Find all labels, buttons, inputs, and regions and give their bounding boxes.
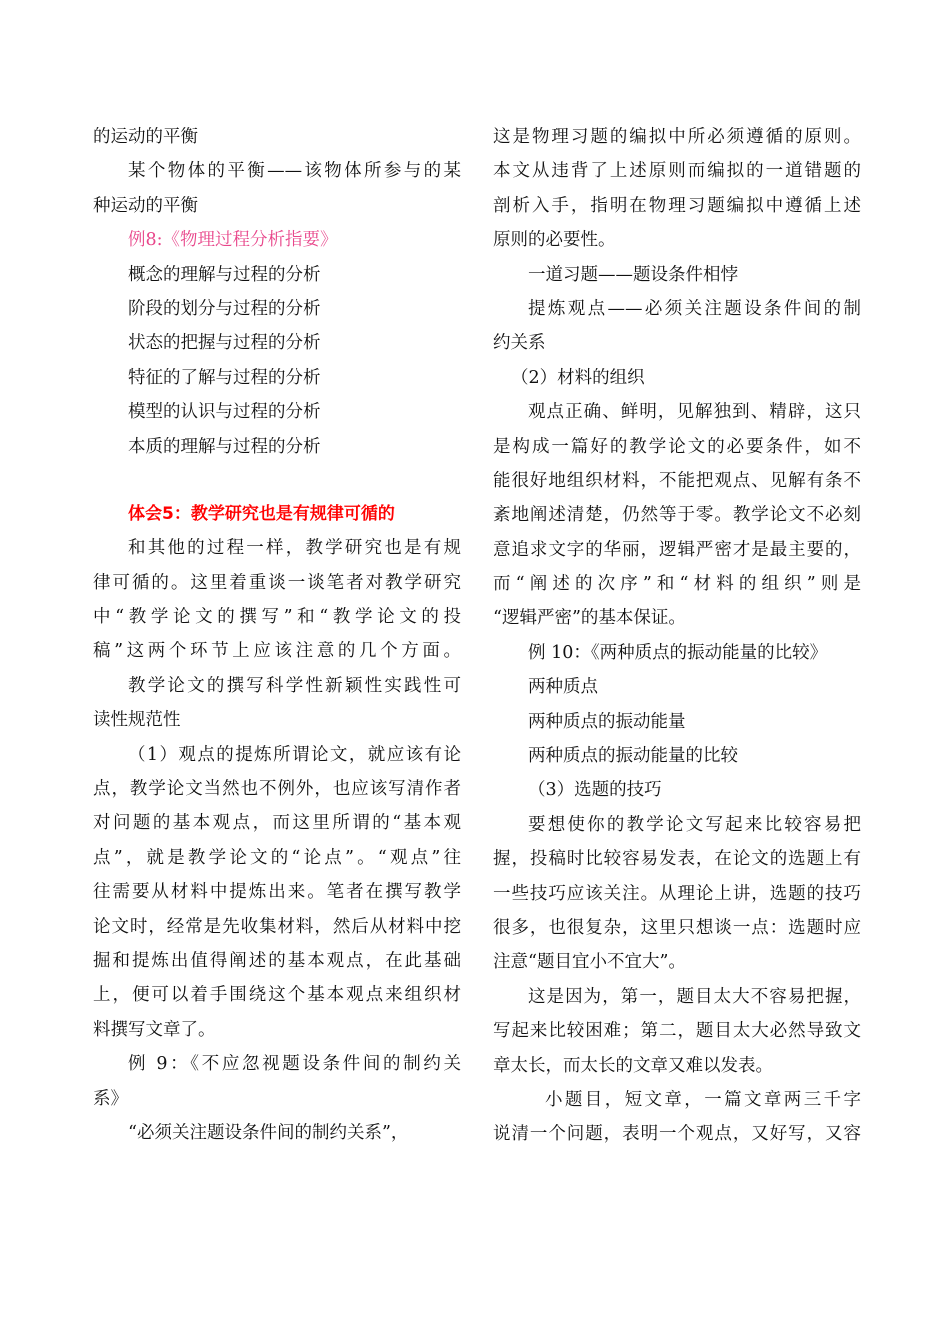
example-10-title: 例 10：《两种质点的振动能量的比较》 bbox=[528, 642, 828, 663]
text-line: 本质的理解与过程的分析 bbox=[128, 436, 321, 457]
section-gap bbox=[93, 464, 461, 497]
text-line: 的运动的平衡 bbox=[93, 127, 198, 147]
text-line: 这是因为，第一，题目太大不容易把握， bbox=[528, 986, 861, 1007]
text-line: 意追求文字的华丽，逻辑严密才是最主要的， bbox=[493, 539, 861, 560]
text-line: 稿”这两个环节上应该注意的几个方面。 bbox=[93, 641, 461, 662]
text-line: 系》 bbox=[93, 1088, 128, 1109]
text-line: 中“教学论文的撰写”和“教学论文的投 bbox=[93, 607, 461, 628]
text-line: 往需要从材料中提炼出来。笔者在撰写教学 bbox=[93, 882, 461, 903]
right-column bbox=[493, 120, 861, 1152]
text-line: 阶段的划分与过程的分析 bbox=[128, 298, 321, 319]
text-line: 一道习题——题设条件相悖 bbox=[528, 264, 738, 285]
text-line: 点，教学论文当然也不例外，也应该写清作者 bbox=[93, 779, 461, 800]
text-line: 律可循的。这里着重谈一谈笔者对教学研究 bbox=[93, 572, 461, 593]
left-column bbox=[93, 120, 461, 1150]
subsection-title: （2）材料的组织 bbox=[511, 367, 645, 388]
text-line: 章太长，而太长的文章又难以发表。 bbox=[493, 1055, 773, 1076]
text-line: 说清一个问题，表明一个观点，又好写，又容 bbox=[493, 1124, 861, 1145]
text-line: 和其他的过程一样，教学研究也是有规 bbox=[128, 538, 461, 559]
text-line: 掘和提炼出值得阐述的基本观点，在此基础 bbox=[93, 950, 461, 971]
text-line: 能很好地组织材料，不能把观点、见解有条不 bbox=[493, 470, 861, 491]
text-line: “逻辑严密”的基本保证。 bbox=[493, 608, 686, 629]
text-line: 很多，也很复杂，这里只想谈一点：选题时应 bbox=[493, 917, 861, 938]
text-line: 两种质点的振动能量 bbox=[528, 711, 686, 732]
text-line: 论文时，经常是先收集材料，然后从材料中挖 bbox=[93, 916, 461, 937]
text-line: 提炼观点——必须关注题设条件间的制 bbox=[528, 298, 861, 319]
text-line: 种运动的平衡 bbox=[93, 195, 198, 216]
subsection-title: （3）选题的技巧 bbox=[528, 780, 662, 801]
text-line: 料撰写文章了。 bbox=[93, 1019, 216, 1040]
example-8-title: 例8:《物理过程分析指要》 bbox=[128, 230, 338, 251]
text-line: 本文从违背了上述原则而编拟的一道错题的 bbox=[493, 161, 861, 182]
section-heading: 体会5：教学研究也是有规律可循的 bbox=[128, 503, 395, 524]
text-line: 是构成一篇好的教学论文的必要条件，如不 bbox=[493, 436, 861, 457]
text-line: 概念的理解与过程的分析 bbox=[128, 264, 321, 285]
text-line: 握，投稿时比较容易发表，在论文的选题上有 bbox=[493, 849, 861, 870]
text-line: 某个物体的平衡——该物体所参与的某 bbox=[128, 161, 461, 182]
text-line: 状态的把握与过程的分析 bbox=[128, 333, 321, 354]
text-line: 写起来比较困难；第二，题目太大必然导致文 bbox=[493, 1021, 861, 1042]
text-line: 两种质点的振动能量的比较 bbox=[528, 746, 738, 767]
text-line: 读性规范性 bbox=[93, 710, 181, 731]
text-line: （1）观点的提炼所谓论文，就应该有论 bbox=[128, 744, 461, 765]
text-line: 教学论文的撰写科学性新颖性实践性可 bbox=[128, 675, 461, 696]
text-line: 小题目，短文章，一篇文章两三千字 bbox=[545, 1089, 861, 1110]
text-line: 模型的认识与过程的分析 bbox=[128, 402, 321, 423]
text-line: 约关系 bbox=[493, 333, 546, 354]
text-line: 一些技巧应该关注。从理论上讲，选题的技巧 bbox=[493, 883, 861, 904]
text-line: 要想使你的教学论文写起来比较容易把 bbox=[528, 814, 861, 835]
text-line: 紊地阐述清楚，仍然等于零。教学论文不必刻 bbox=[493, 505, 861, 526]
text-line: 原则的必要性。 bbox=[493, 230, 616, 251]
text-line: “必须关注题设条件间的制约关系”， bbox=[128, 1122, 409, 1143]
text-line: 观点正确、鲜明，见解独到、精辟，这只 bbox=[528, 402, 861, 423]
text-line: 特征的了解与过程的分析 bbox=[128, 367, 321, 388]
text-line: 对问题的基本观点，而这里所谓的“基本观 bbox=[93, 813, 461, 834]
text-line: 两种质点 bbox=[528, 677, 598, 698]
text-line: 而“阐述的次序”和“材料的组织”则是 bbox=[493, 574, 861, 595]
text-line: 这是物理习题的编拟中所必须遵循的原则。 bbox=[493, 127, 861, 147]
text-line: 点”，就是教学论文的“论点”。“观点”往 bbox=[93, 847, 461, 868]
text-line: 上，便可以着手围绕这个基本观点来组织材 bbox=[93, 985, 461, 1006]
text-line: 剖析入手，指明在物理习题编拟中遵循上述 bbox=[493, 195, 861, 216]
text-line: 注意“题目宜小不宜大”。 bbox=[493, 952, 686, 973]
example-9-title: 例 9：《不应忽视题设条件间的制约关 bbox=[128, 1054, 461, 1075]
